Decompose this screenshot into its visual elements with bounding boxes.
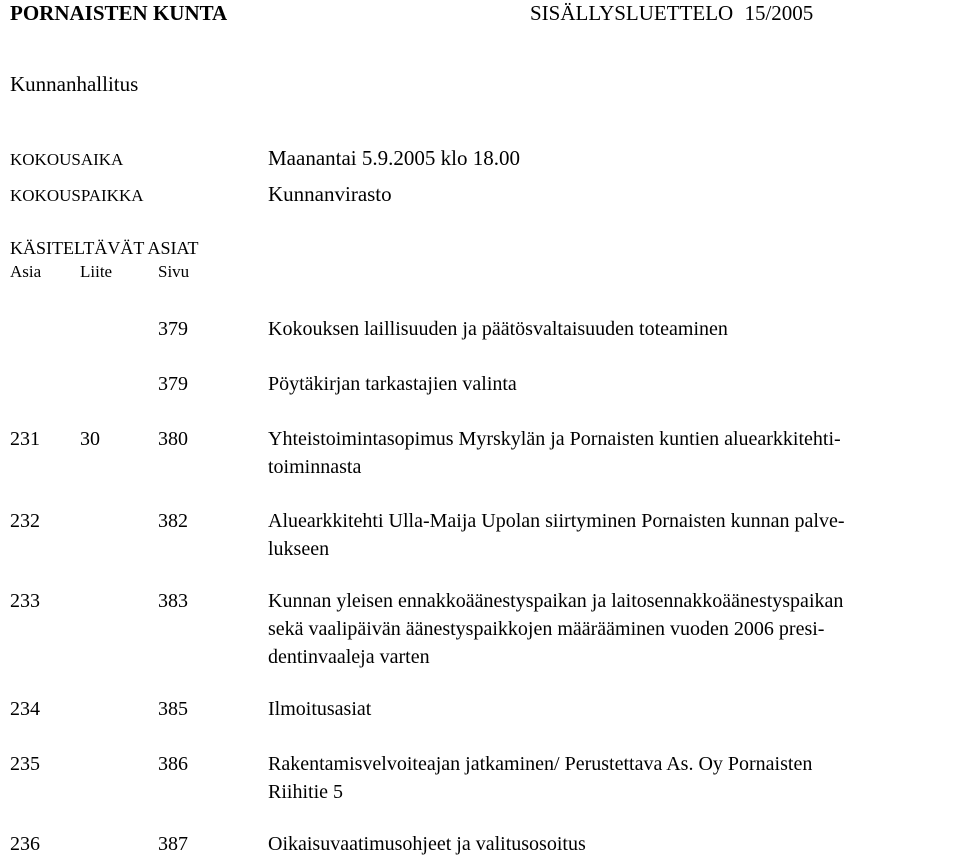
agenda-item-title — [268, 695, 958, 723]
agenda-item-title — [268, 370, 958, 398]
agenda-item-title-line: Yhteistoimintasopimus Myrskylän ja Pornaisten kuntien aluearkkitehti- — [268, 428, 841, 450]
agenda-item-title — [268, 315, 958, 343]
column-asia: Asia — [10, 262, 42, 281]
agenda-item-title-line: dentinvaaleja varten — [268, 646, 430, 668]
agenda-item-liite: 30 — [80, 428, 100, 450]
agenda-item-asia: 233 — [10, 590, 40, 612]
agenda-item-sivu: 382 — [158, 510, 188, 532]
agenda-item-title-line: Pöytäkirjan tarkastajien valinta — [268, 373, 517, 395]
agenda-item-sivu: 387 — [158, 833, 188, 855]
agenda-item-sivu: 383 — [158, 590, 188, 612]
agenda-item-asia: 236 — [10, 833, 40, 855]
agenda-item-asia: 234 — [10, 698, 40, 720]
body-name: Kunnanhallitus — [10, 72, 139, 96]
document-label: SISÄLLYSLUETTELO — [530, 1, 734, 25]
agenda-item-title-line: Ilmoitusasiat — [268, 698, 372, 720]
agenda-item-title — [268, 425, 958, 481]
meeting-time-label: KOKOUSAIKA — [10, 150, 124, 169]
agenda-item-title-line: Rakentamisvelvoiteajan jatkaminen/ Perustettava As. Oy Pornaisten — [268, 753, 813, 775]
agenda-item-title-line: Oikaisuvaatimusohjeet ja valitusosoitus — [268, 833, 586, 855]
agenda-item-asia: 232 — [10, 510, 40, 532]
agenda-item-title — [268, 830, 958, 858]
agenda-heading: KÄSITELTÄVÄT ASIAT — [10, 238, 199, 258]
document-title — [530, 1, 813, 26]
meeting-place-value: Kunnanvirasto — [268, 182, 392, 206]
agenda-item-asia: 231 — [10, 428, 40, 450]
column-liite: Liite — [80, 262, 113, 281]
municipality-name: PORNAISTEN KUNTA — [10, 1, 228, 25]
column-sivu: Sivu — [158, 262, 190, 281]
agenda-item-title-line: sekä vaalipäivän äänestyspaikkojen määrääminen vuoden 2006 presi- — [268, 618, 825, 640]
agenda-item-title-line: toiminnasta — [268, 456, 362, 478]
agenda-item-title — [268, 507, 958, 563]
agenda-item-sivu: 385 — [158, 698, 188, 720]
agenda-item-sivu: 380 — [158, 428, 188, 450]
agenda-item-sivu: 379 — [158, 318, 188, 340]
agenda-item-title-line: Kokouksen laillisuuden ja päätösvaltaisuuden toteaminen — [268, 318, 728, 340]
agenda-item-sivu: 379 — [158, 373, 188, 395]
agenda-item-title-line: Aluearkkitehti Ulla-Maija Upolan siirtyminen Pornaisten kunnan palve- — [268, 510, 845, 532]
agenda-item-title-line: lukseen — [268, 538, 330, 560]
document-number: 15/2005 — [744, 1, 814, 25]
meeting-time-value: Maanantai 5.9.2005 klo 18.00 — [268, 146, 520, 170]
meeting-place-label: KOKOUSPAIKKA — [10, 186, 144, 205]
agenda-item-sivu: 386 — [158, 753, 188, 775]
agenda-item-title-line: Riihitie 5 — [268, 781, 343, 803]
agenda-item-title — [268, 587, 958, 671]
agenda-item-title — [268, 750, 958, 806]
agenda-item-asia: 235 — [10, 753, 40, 775]
agenda-item-title-line: Kunnan yleisen ennakkoäänestyspaikan ja laitosennakkoäänestyspaikan — [268, 590, 844, 612]
